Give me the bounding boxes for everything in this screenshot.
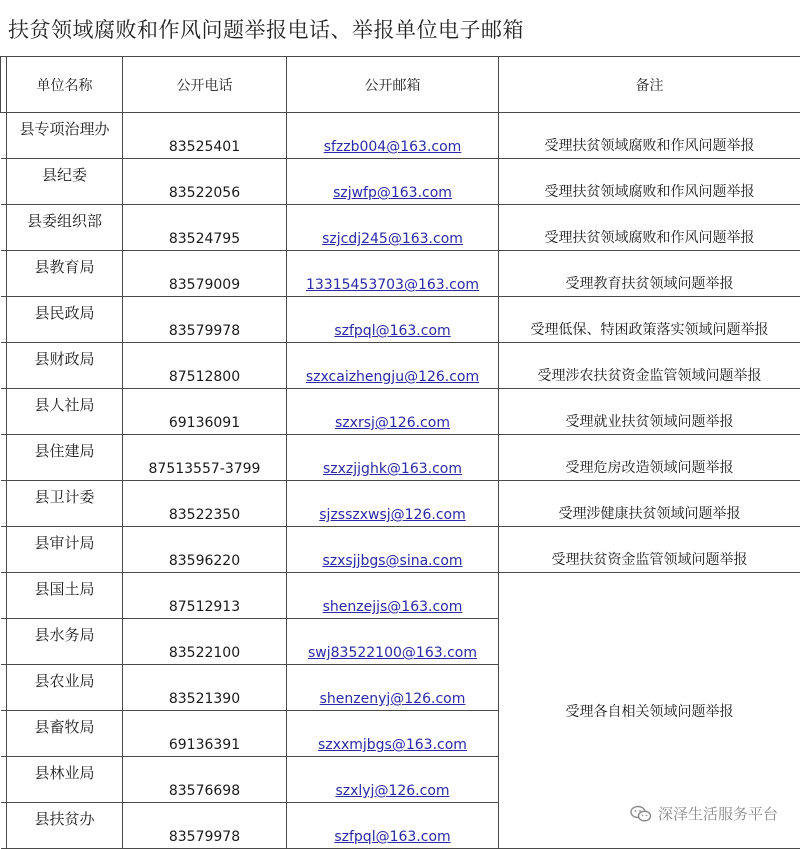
phone-number: 83521390: [123, 691, 286, 710]
note-text: 受理扶贫领域腐败和作风问题举报: [499, 135, 800, 158]
unit-cell: [7, 481, 123, 527]
unit-cell: [7, 803, 123, 849]
note-text: 受理扶贫领域腐败和作风问题举报: [499, 227, 800, 250]
note-cell: [499, 435, 800, 481]
table-row: [1, 205, 800, 251]
unit-name: 县畜牧局: [7, 711, 122, 737]
note-text: 受理扶贫领域腐败和作风问题举报: [499, 181, 800, 204]
header-phone: 公开电话: [123, 57, 287, 113]
watermark: [630, 803, 778, 824]
email-cell: [287, 297, 499, 343]
phone-cell: [123, 343, 287, 389]
table-row: [1, 343, 800, 389]
table-row: [1, 573, 800, 619]
phone-number: 69136391: [123, 737, 286, 756]
email-cell: [287, 481, 499, 527]
phone-number: 83524795: [123, 231, 286, 250]
email-cell: [287, 389, 499, 435]
phone-number: 83579009: [123, 277, 286, 296]
unit-name: 县水务局: [7, 619, 122, 645]
note-cell: [499, 159, 800, 205]
page-title: 扶贫领域腐败和作风问题举报电话、举报单位电子邮箱: [8, 14, 524, 44]
email-link[interactable]: szjwfp@163.com: [287, 185, 498, 204]
header-email: 公开邮箱: [287, 57, 499, 113]
note-cell: [499, 205, 800, 251]
phone-cell: [123, 113, 287, 159]
unit-name: 县专项治理办: [7, 113, 122, 139]
header-unit: 单位名称: [7, 57, 123, 113]
table-row: [1, 159, 800, 205]
email-link[interactable]: szxcaizhengju@126.com: [287, 369, 498, 388]
email-cell: [287, 435, 499, 481]
phone-number: 83576698: [123, 783, 286, 802]
phone-cell: [123, 205, 287, 251]
wechat-icon: [630, 805, 652, 823]
note-text: 受理就业扶贫领域问题举报: [499, 411, 800, 434]
unit-name: 县纪委: [7, 159, 122, 185]
unit-name: 县人社局: [7, 389, 122, 415]
email-link[interactable]: sfzzb004@163.com: [287, 139, 498, 158]
phone-cell: [123, 803, 287, 849]
email-cell: [287, 803, 499, 849]
phone-number: 69136091: [123, 415, 286, 434]
email-cell: [287, 527, 499, 573]
phone-cell: [123, 527, 287, 573]
phone-number: 83579978: [123, 829, 286, 848]
table-row: [1, 527, 800, 573]
header-note: 备注: [499, 57, 800, 113]
phone-number: 83522350: [123, 507, 286, 526]
phone-number: 87513557-3799: [123, 461, 286, 480]
watermark-text: 深泽生活服务平台: [658, 803, 778, 824]
table-body: [1, 113, 800, 849]
table-row: [1, 251, 800, 297]
email-cell: [287, 343, 499, 389]
email-cell: [287, 159, 499, 205]
email-link[interactable]: szxrsj@126.com: [287, 415, 498, 434]
note-text: 受理涉农扶贫资金监管领域问题举报: [499, 365, 800, 388]
note-cell: [499, 113, 800, 159]
phone-number: 83579978: [123, 323, 286, 342]
note-cell: [499, 481, 800, 527]
unit-cell: [7, 527, 123, 573]
unit-name: 县农业局: [7, 665, 122, 691]
phone-cell: [123, 757, 287, 803]
unit-cell: [7, 619, 123, 665]
unit-cell: [7, 251, 123, 297]
email-link[interactable]: szjcdj245@163.com: [287, 231, 498, 250]
note-text: 受理扶贫资金监管领域问题举报: [499, 549, 800, 572]
unit-name: 县林业局: [7, 757, 122, 783]
table-row: [1, 435, 800, 481]
unit-cell: [7, 389, 123, 435]
table-row: [1, 297, 800, 343]
note-text: 受理涉健康扶贫领域问题举报: [499, 503, 800, 526]
email-cell: [287, 573, 499, 619]
phone-number: 83522056: [123, 185, 286, 204]
email-link[interactable]: szxlyj@126.com: [287, 783, 498, 802]
email-link[interactable]: szxsjjbgs@sina.com: [287, 553, 498, 572]
unit-cell: [7, 665, 123, 711]
email-cell: [287, 619, 499, 665]
phone-cell: [123, 573, 287, 619]
email-link[interactable]: szfpql@163.com: [287, 323, 498, 342]
phone-number: 83596220: [123, 553, 286, 572]
note-text: 受理教育扶贫领域问题举报: [499, 273, 800, 296]
email-cell: [287, 205, 499, 251]
unit-cell: [7, 435, 123, 481]
note-text: 受理低保、特困政策落实领域问题举报: [499, 319, 800, 342]
unit-name: 县教育局: [7, 251, 122, 277]
email-link[interactable]: szxzjjghk@163.com: [287, 461, 498, 480]
email-link[interactable]: szfpql@163.com: [287, 829, 498, 848]
unit-name: 县卫计委: [7, 481, 122, 507]
email-link[interactable]: szxxmjbgs@163.com: [287, 737, 498, 756]
unit-name: 县国土局: [7, 573, 122, 599]
email-link[interactable]: shenzenyj@126.com: [287, 691, 498, 710]
unit-cell: [7, 343, 123, 389]
note-cell: [499, 251, 800, 297]
email-link[interactable]: 13315453703@163.com: [287, 277, 498, 296]
report-table: [0, 56, 800, 849]
phone-cell: [123, 389, 287, 435]
email-cell: [287, 113, 499, 159]
phone-cell: [123, 711, 287, 757]
table-row: [1, 389, 800, 435]
email-cell: [287, 711, 499, 757]
phone-number: 83522100: [123, 645, 286, 664]
unit-cell: [7, 113, 123, 159]
note-text: 受理危房改造领域问题举报: [499, 457, 800, 480]
merged-note-text: 受理各自相关领域问题举报: [566, 704, 734, 720]
unit-name: 县住建局: [7, 435, 122, 461]
phone-cell: [123, 297, 287, 343]
unit-cell: [7, 711, 123, 757]
unit-name: 县财政局: [7, 343, 122, 369]
email-link[interactable]: shenzejjs@163.com: [287, 599, 498, 618]
phone-cell: [123, 251, 287, 297]
unit-cell: [7, 205, 123, 251]
phone-number: 83525401: [123, 139, 286, 158]
unit-cell: [7, 757, 123, 803]
unit-name: 县民政局: [7, 297, 122, 323]
phone-number: 87512800: [123, 369, 286, 388]
phone-cell: [123, 481, 287, 527]
email-cell: [287, 251, 499, 297]
phone-cell: [123, 159, 287, 205]
table-row: [1, 481, 800, 527]
unit-name: 县扶贫办: [7, 803, 122, 829]
unit-cell: [7, 159, 123, 205]
note-cell: [499, 527, 800, 573]
unit-cell: [7, 573, 123, 619]
email-link[interactable]: sjzsszxwsj@126.com: [287, 507, 498, 526]
unit-cell: [7, 297, 123, 343]
phone-number: 87512913: [123, 599, 286, 618]
note-cell: [499, 343, 800, 389]
note-cell: [499, 297, 800, 343]
unit-name: 县审计局: [7, 527, 122, 553]
table-row: [1, 113, 800, 159]
email-link[interactable]: swj83522100@163.com: [287, 645, 498, 664]
note-cell: [499, 389, 800, 435]
email-cell: [287, 757, 499, 803]
table-header-row: [1, 57, 800, 113]
unit-name: 县委组织部: [7, 205, 122, 231]
email-cell: [287, 665, 499, 711]
phone-cell: [123, 435, 287, 481]
phone-cell: [123, 665, 287, 711]
phone-cell: [123, 619, 287, 665]
